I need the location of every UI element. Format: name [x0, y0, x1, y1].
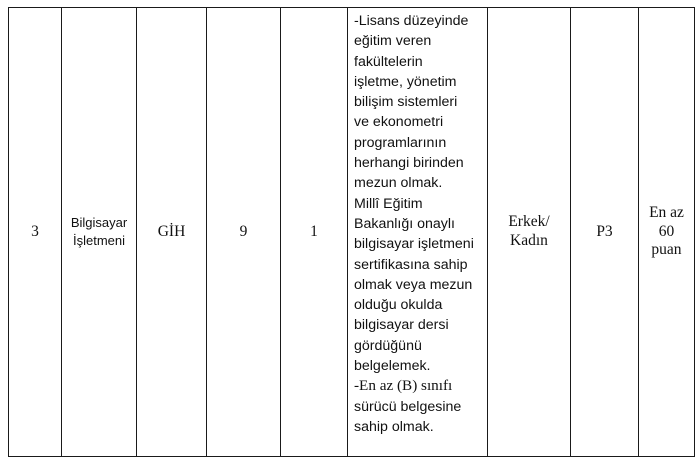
requirements-text [354, 11, 483, 437]
requirement-line: gördüğünü [354, 337, 422, 354]
kpss-type: P3 [596, 222, 613, 240]
table-row [9, 8, 695, 457]
requirements-cell [348, 8, 488, 457]
kpss-type-cell [571, 8, 639, 457]
job-requirements-table [8, 7, 695, 457]
requirement-line: ve ekonometri [354, 114, 444, 131]
requirement-line: Millî Eğitim [354, 195, 423, 212]
position-code-cell [137, 8, 207, 457]
score-line: puan [651, 241, 682, 259]
requirement-line: herhangi birinden [354, 155, 464, 172]
requirement-line: belgelemek. [354, 358, 431, 375]
requirement-line: Bakanlığı onaylı [354, 215, 455, 232]
requirement-line: sertifikasına sahip [354, 256, 468, 273]
requirement-line: sürücü belgesine [354, 398, 462, 415]
count-cell [207, 8, 281, 457]
requirement-line: sahip olmak. [354, 418, 434, 435]
score-cell [639, 8, 695, 457]
requirement-line: olduğu okulda [354, 297, 443, 314]
requirement-line: eğitim veren [354, 33, 432, 50]
count-value: 9 [239, 222, 248, 240]
gender-cell [488, 8, 571, 457]
score-line: 60 [658, 222, 675, 240]
requirement-line: bilgisayar dersi [354, 317, 449, 334]
row-number-cell [9, 8, 62, 457]
score-line: En az [649, 204, 684, 222]
requirement-line: -En az (B) sınıfı [354, 377, 453, 395]
requirement-line: işletme, yönetim [354, 73, 457, 90]
position-title-line: Bilgisayar [70, 215, 128, 231]
position-cell [62, 8, 137, 457]
gender-line: Kadın [510, 232, 548, 249]
requirement-line: bilgisayar işletmeni [354, 236, 474, 253]
requirement-line: olmak veya mezun [354, 276, 473, 293]
requirement-line: bilişim sistemleri [354, 94, 458, 111]
count-cell [281, 8, 348, 457]
position-code: GİH [157, 222, 186, 240]
requirement-line: programlarının [354, 134, 447, 151]
requirement-line: mezun olmak. [354, 175, 443, 192]
requirement-line: -Lisans düzeyinde [354, 13, 469, 29]
gender-line: Erkek/ [508, 213, 550, 231]
row-number: 3 [31, 222, 39, 240]
count-value: 1 [310, 222, 318, 240]
requirement-line: fakültelerin [354, 53, 423, 70]
position-title-line: İşletmeni [72, 233, 126, 248]
